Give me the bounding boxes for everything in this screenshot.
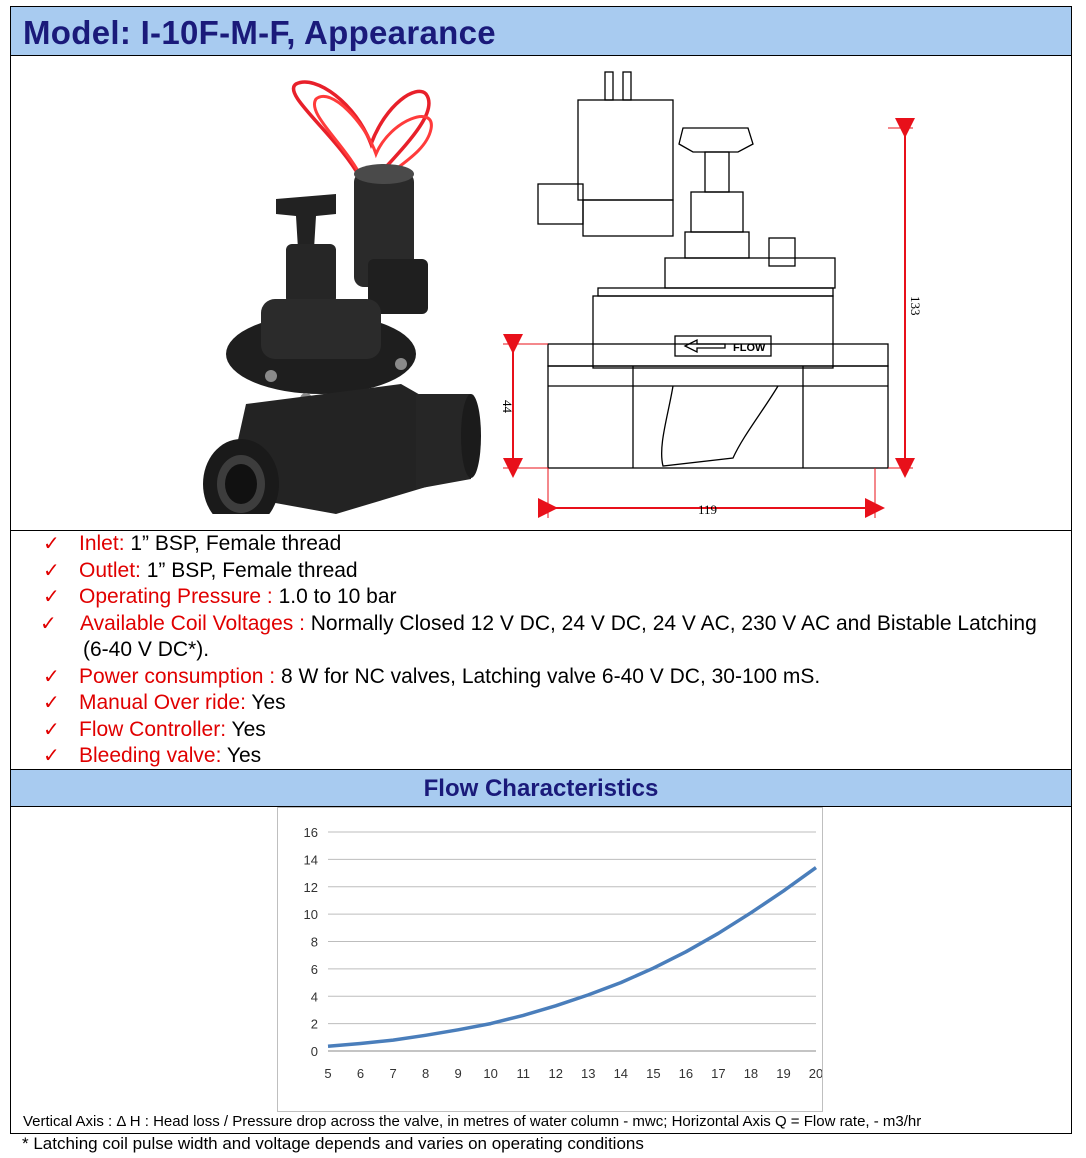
check-icon: ✓ — [43, 586, 60, 608]
y-tick-label: 4 — [310, 989, 318, 1005]
list-item — [11, 743, 1071, 770]
list-item — [11, 611, 1071, 664]
check-icon: ✓ — [43, 533, 60, 555]
spec-key: Operating Pressure : — [79, 585, 273, 608]
y-tick-label: 8 — [310, 934, 318, 950]
check-icon: ✓ — [43, 745, 60, 767]
x-tick-label: 9 — [454, 1066, 462, 1081]
chart-frame — [277, 807, 823, 1112]
spec-key: Inlet: — [79, 532, 125, 555]
spec-value: 1.0 to 10 bar — [272, 585, 397, 608]
y-tick-label: 10 — [303, 907, 318, 923]
y-tick-label: 12 — [303, 879, 318, 895]
spec-key: Bleeding valve: — [79, 744, 222, 767]
check-icon: ✓ — [43, 665, 60, 688]
x-tick-label: 11 — [516, 1066, 530, 1081]
list-item — [11, 690, 1071, 717]
spec-key: Outlet: — [79, 558, 141, 582]
check-icon: ✓ — [43, 718, 60, 741]
page-title: Model: I-10F-M-F, Appearance — [23, 14, 496, 51]
section-title: Flow Characteristics — [423, 775, 659, 802]
dimension-width: 119 — [698, 502, 718, 517]
valve-photo — [186, 74, 486, 514]
x-tick-label: 20 — [808, 1066, 822, 1081]
spec-value: 1” BSP, Female thread — [140, 558, 358, 582]
x-tick-label: 7 — [389, 1066, 397, 1081]
spec-list — [11, 531, 1071, 770]
x-tick-label: 19 — [776, 1066, 791, 1081]
list-item — [11, 664, 1071, 691]
flow-arrow-label: FLOW — [733, 342, 766, 354]
x-tick-label: 10 — [483, 1066, 498, 1081]
check-icon: ✓ — [43, 692, 60, 714]
x-tick-label: 5 — [324, 1066, 332, 1081]
spec-key: Available Coil Voltages : — [80, 611, 305, 635]
flow-characteristics-bar — [10, 769, 1072, 807]
spec-value: Yes — [245, 691, 286, 714]
check-icon: ✓ — [43, 559, 60, 582]
chart-panel — [10, 806, 1072, 1134]
x-tick-label: 18 — [743, 1066, 759, 1081]
list-item — [11, 717, 1071, 744]
y-tick-label: 16 — [303, 825, 318, 840]
appearance-panel — [10, 55, 1072, 531]
y-tick-label: 6 — [310, 961, 318, 977]
spec-value: Yes — [226, 717, 266, 741]
axis-note: Vertical Axis : Δ H : Head loss / Pressure drop across the valve, in metres of water column - mwc; Horizontal Axis Q = Flow rate, - m3/hr — [23, 1113, 922, 1130]
footnote: * Latching coil pulse width and voltage depends and varies on operating conditions — [22, 1134, 644, 1153]
x-tick-label: 17 — [711, 1066, 726, 1081]
x-tick-label: 8 — [421, 1066, 430, 1081]
title-bar — [10, 6, 1072, 56]
check-icon: ✓ — [40, 612, 57, 635]
list-item — [11, 584, 1071, 611]
list-item — [11, 558, 1071, 585]
flow-chart — [278, 808, 822, 1111]
dimension-height: 133 — [908, 296, 923, 316]
series-line — [328, 868, 816, 1047]
spec-key: Manual Over ride: — [79, 691, 246, 714]
specs-panel — [10, 530, 1072, 770]
x-tick-label: 15 — [646, 1066, 661, 1081]
spec-key: Power consumption : — [79, 664, 276, 688]
y-tick-label: 0 — [310, 1044, 318, 1059]
spec-value: Normally Closed 12 V DC, 24 V DC, 24 V AC, 230 V AC and Bistable Latching (6-40 V DC*). — [83, 611, 1037, 661]
x-tick-label: 13 — [581, 1066, 596, 1081]
spec-value: 8 W for NC valves, Latching valve 6-40 V DC, 30-100 mS. — [275, 664, 821, 688]
spec-value: Yes — [221, 744, 262, 767]
list-item — [11, 531, 1071, 558]
spec-value: 1” BSP, Female thread — [124, 532, 342, 555]
valve-dimension-drawing — [493, 66, 933, 526]
spec-key: Flow Controller: — [79, 717, 227, 741]
dimension-inlet: 44 — [500, 400, 515, 413]
x-tick-label: 16 — [678, 1066, 694, 1081]
y-tick-label: 2 — [310, 1016, 318, 1032]
x-tick-label: 12 — [548, 1066, 563, 1081]
x-tick-label: 6 — [356, 1066, 365, 1081]
x-tick-label: 14 — [613, 1066, 629, 1081]
y-tick-label: 14 — [303, 852, 318, 868]
